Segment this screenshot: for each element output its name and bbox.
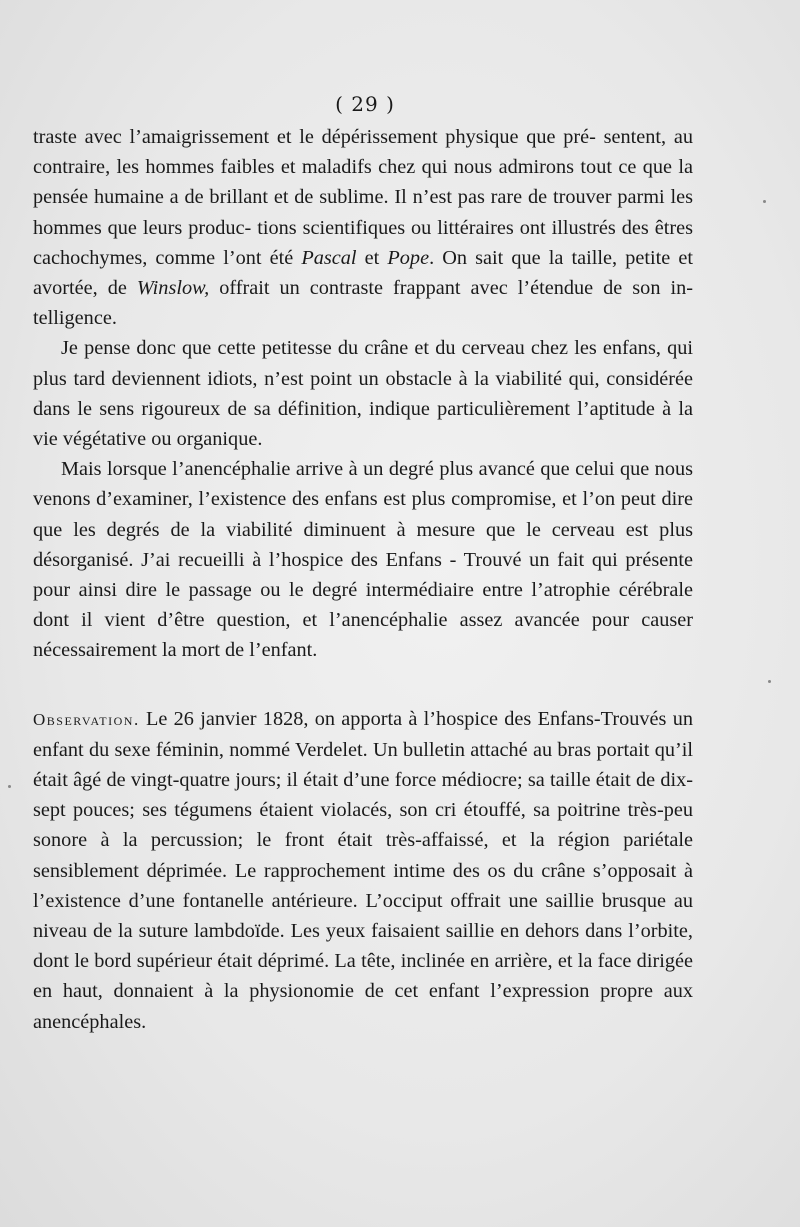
name-pope: Pope [387,246,430,269]
name-pascal: Pascal [301,246,357,269]
paragraph-1-line-6-start: comme l’ont été [155,246,302,269]
observation-text: Le 26 janvier 1828, on apporta à l’hospice des Enfans-Trouvés un enfant du sexe féminin, nommé Verdelet. Un bulletin attaché au bras portait qu’il était âgé de vingt-quatre jours; il était d’une force médiocre; sa taille était de dix-sept pouces; ses tégumens étaient violacés, son cri étouffé, sa poitrine très-peu sonore à la percussion; le front était très-affaissé, et la région pariétale sensiblement déprimée. Le rapprochement intime des os du crâne s’opposait à l’existence d’une fontanelle antérieure. L’occiput offrait une saillie brusque au niveau de la suture lambdoïde. Les yeux faisaient saillie en dehors dans l’orbite, dont le bord supérieur était déprimé. La tête, inclinée en arrière, et la face dirigée en haut, donnaient à la physionomie de cet enfant l’expression propre aux anencéphales. [33,707,693,1033]
paragraph-1-line-7-start: de [107,277,137,300]
paragraph-1 [33,122,693,333]
paragraph-2: Je pense donc que cette petitesse du crâne et du cerveau chez les enfans, qui plus tard deviennent idiots, n’est point un obstacle à la viabilité qui, considérée dans le sens rigoureux de sa définition, indique particulièrement l’aptitude à la vie végétative ou organique. [33,337,693,451]
name-winslow: Winslow, [136,277,210,300]
paper-speck [768,680,771,683]
section-gap [33,666,693,704]
paragraph-1-line-6-et: et [356,246,388,269]
observation-label: Observation. [33,709,140,729]
paragraph-1-line-5: tions scientifiques ou littéraires ont illustrés des êtres cachochymes, [33,216,693,269]
paper-speck [763,200,766,203]
paragraph-3: Mais lorsque l’anencéphalie arrive à un degré plus avancé que celui que nous venons d’examiner, l’existence des enfans est plus compromise, et l’on peut dire que les degrés de la viabilité diminuent à mesure que le cerveau est plus désorganisé. J’ai recueilli à l’hospice des Enfans - Trouvé un fait qui présente pour ainsi dire le passage ou le degré intermédiaire entre l’atrophie cérébrale dont il vient d’être question, et l’anencéphalie assez avancée pour causer nécessairement la mort de l’enfant. [33,458,693,662]
paragraph-1-line-8: telligence. [33,307,117,330]
paragraph-1-line-1: traste avec l’amaigrissement et le dépérissement physique que pré- [33,126,596,148]
paragraph-1-line-3: admirons tout ce que la pensée humaine a de brillant et de sublime. [33,156,693,209]
observation-paragraph [33,704,693,1037]
paragraph-1-line-4: Il n’est pas rare de trouver parmi les hommes que leurs produc- [33,186,693,239]
paper-speck [8,785,11,788]
paragraph-1-line-2: sentent, au contraire, les hommes faibles et maladifs chez qui nous [33,126,693,179]
paragraph-1-line-7-end: offrait un contraste frappant avec l’étendue de son in- [209,277,693,300]
body-text [33,122,693,1037]
paragraph-1-line-6-end: . On sait que la taille, petite et avortée, [33,246,694,300]
page-number: ( 29 ) [335,92,395,116]
